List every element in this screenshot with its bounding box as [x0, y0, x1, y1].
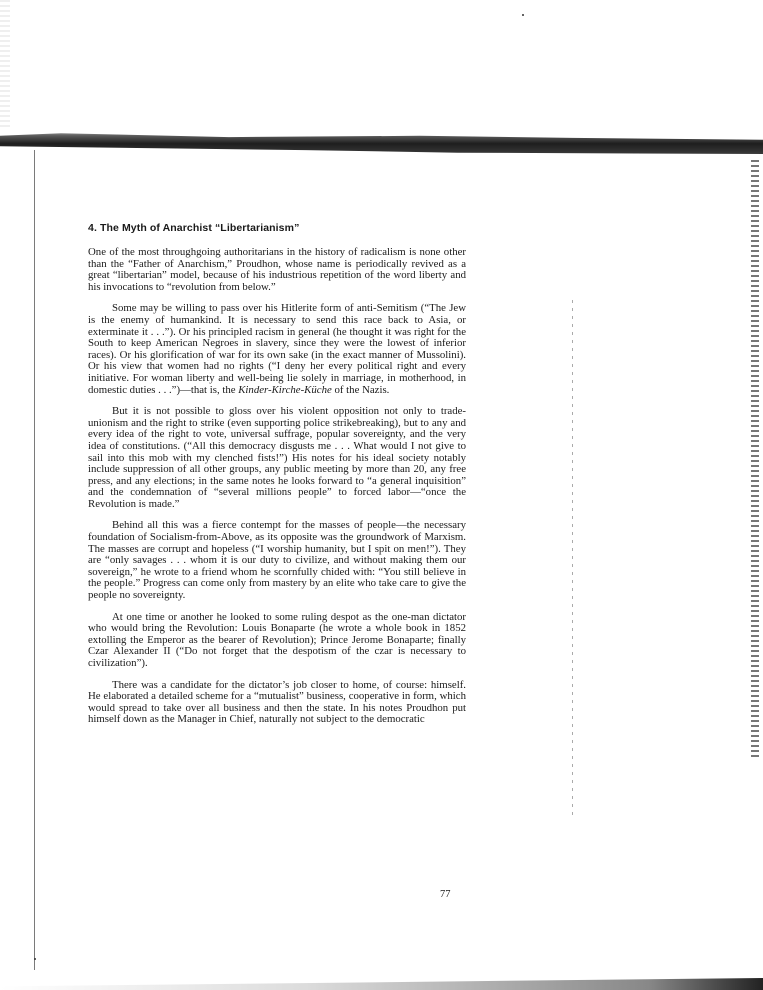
page-left-edge — [34, 150, 35, 970]
paragraph-6: There was a candidate for the dictator’s job closer to home, of course: himself. He elaborated a detailed scheme for a “mutualist” business, cooperative in form, which would spread to take over all business and then the state. In his notes Proudhon put himself down as the Manager in Chief, naturally not subject to the democratic — [88, 678, 466, 726]
scan-speck — [522, 14, 524, 16]
paragraph-1: One of the most throughgoing authoritarians in the history of radicalism is none other than the “Father of Anarchism,” Proudhon, whose name is periodically revived as a great “libertarian” model, because of his industrious repetition of the word liberty and his invocations to “revolution from below.” — [88, 246, 466, 293]
paragraph-3: But it is not possible to gloss over his violent opposition not only to trade-unionism and the right to strike (even supporting police strikebreaking), but to any and every idea of the right to vote, universal suffrage, popular sovereignty, and the very idea of constitutions. (“All this democracy disgusts me . . . What would I not give to sail into this mob with my clenched fists!”) His notes for his ideal society notably include suppression of all other groups, any public meeting by more than 20, any free press, and any elections; in the same notes he looks forward to “a general inquisition” and the condemnation of “several millions people” to forced labor—“once the Revolution is made.” — [88, 405, 466, 510]
page-content — [88, 222, 466, 736]
scan-top-edge — [0, 128, 763, 154]
scan-right-marks — [572, 300, 573, 820]
scan-right-spine — [751, 160, 759, 760]
paragraph-2 — [88, 303, 466, 396]
section-heading: 4. The Myth of Anarchist “Libertarianism” — [88, 222, 300, 234]
scan-left-edge — [0, 0, 10, 130]
scan-bottom-edge — [0, 978, 763, 990]
scan-speck — [34, 958, 36, 960]
paragraph-2-text-before: Some may be willing to pass over his Hitlerite form of anti-Semitism (“The Jew is the enemy of humankind. It is necessary to send this race back to Asia, or exterminate it . . .”). Or his principled racism in general (he thought it was right for the South to keep American Negroes in slavery, since they were the lowest of inferior races). Or his glorification of war for its own sake (in the exact manner of Mussolini). Or his view that women had no rights (“I deny her every political right and every initiative. For woman liberty and well-being lie solely in marriage, in motherhood, in domestic duties . . .”)—that is, the — [88, 302, 466, 396]
paragraph-4: Behind all this was a fierce contempt for the masses of people—the necessary foundation of Socialism-from-Above, as its opposite was the groundwork of Marxism. The masses are corrupt and hopeless (“I worship humanity, but I spit on men!”). They are “only savages . . . whom it is our duty to civilize, and without making them our sovereign,” he wrote to a friend whom he scornfully chided with: “You still believe in the people.” Progress can come only from mastery by an elite who take care to give the people no sovereignty. — [88, 519, 466, 602]
paragraph-2-text-after: of the Nazis. — [331, 383, 390, 396]
paragraph-2-emphasis: Kinder-Kirche-Küche — [238, 383, 332, 396]
page-number: 77 — [440, 889, 451, 900]
paragraph-5: At one time or another he looked to some ruling despot as the one-man dictator who would bring the Revolution: Louis Bonaparte (he wrote a whole book in 1852 extolling the Emperor as the bearer of Revolution); Prince Jerome Bonaparte; finally Czar Alexander II (“Do not forget that the despotism of the czar is necessary to civilization”). — [88, 610, 466, 669]
